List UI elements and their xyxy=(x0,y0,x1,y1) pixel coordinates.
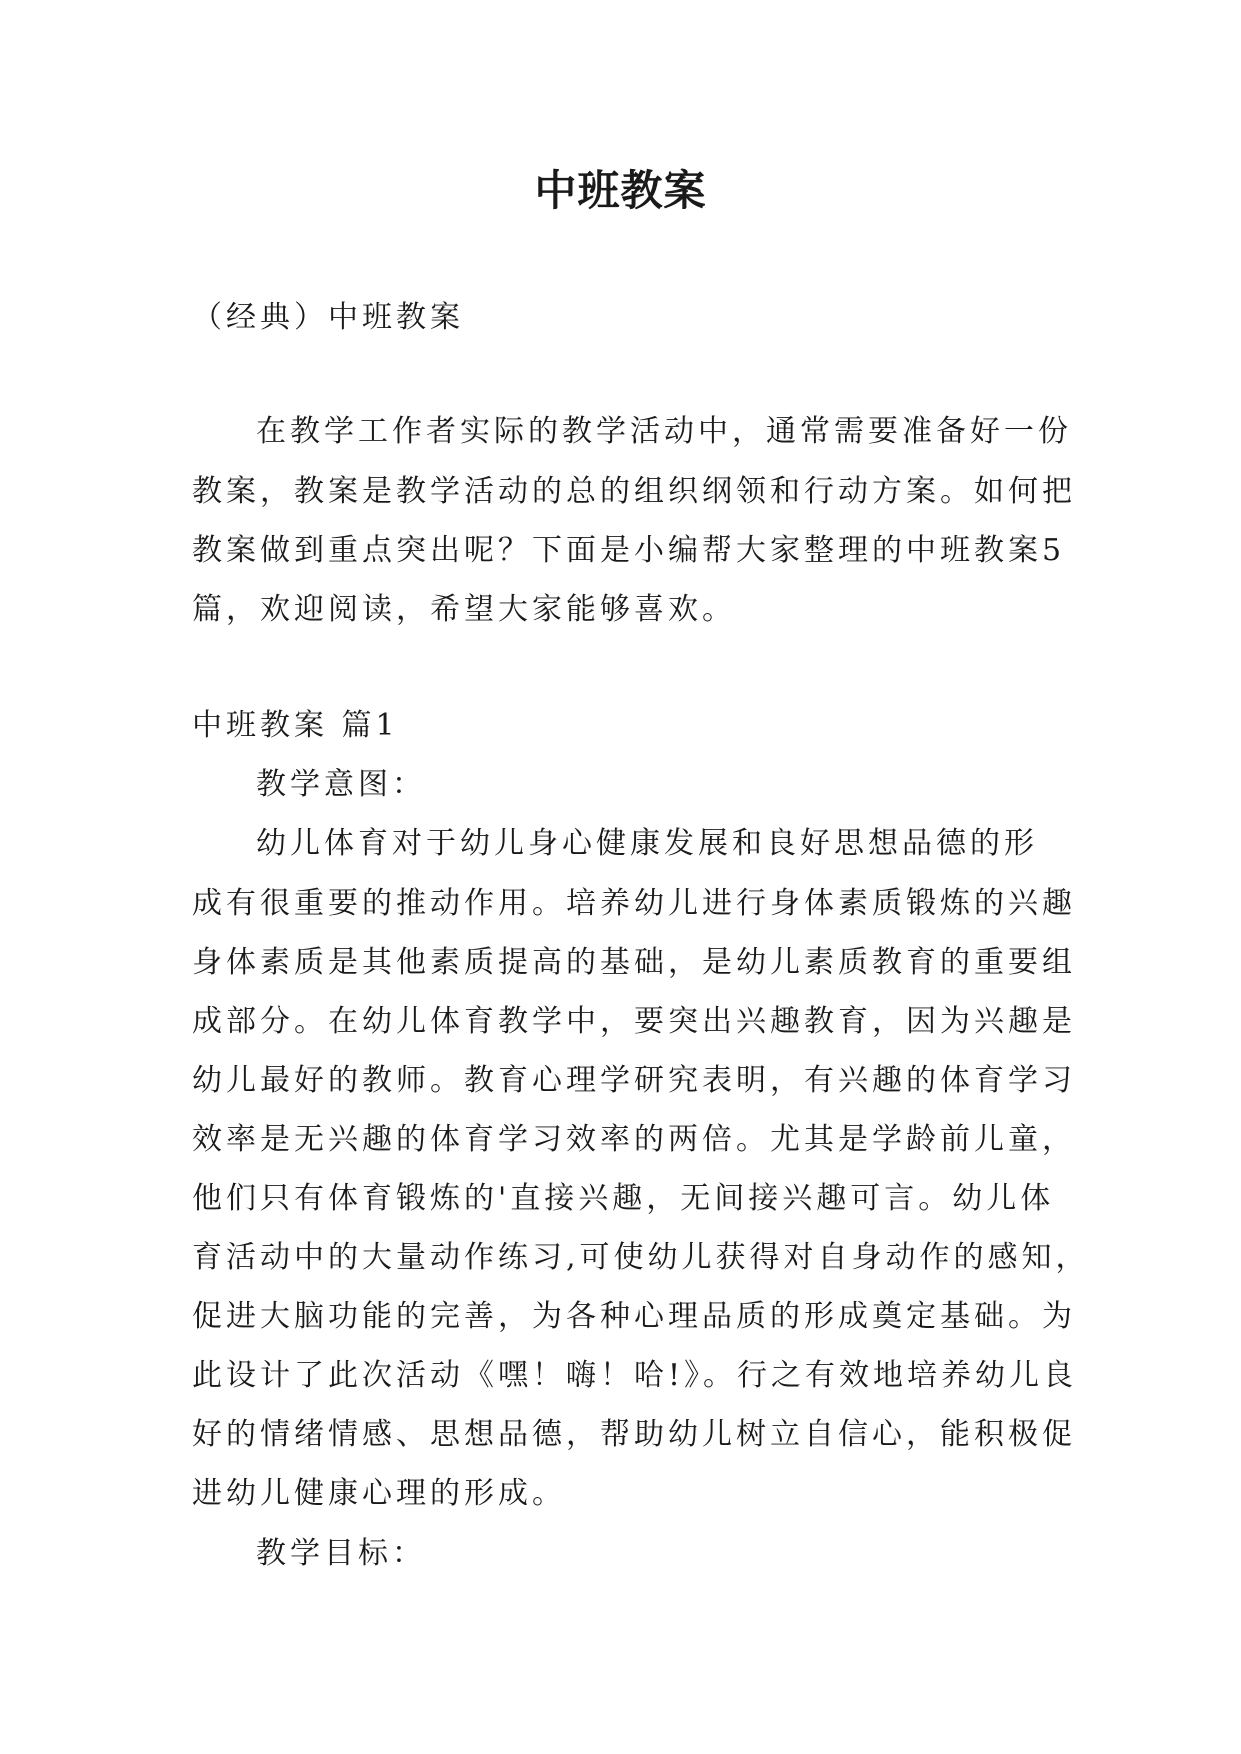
document-subtitle: （经典）中班教案 xyxy=(192,300,464,335)
body-line: 成部分。在幼儿体育教学中，要突出兴趣教育，因为兴趣是 xyxy=(192,1004,1076,1039)
body-line: 进幼儿健康心理的形成。 xyxy=(192,1476,566,1511)
body-line: 育活动中的大量动作练习,可使幼儿获得对自身动作的感知， xyxy=(192,1240,1090,1275)
body-line: 成有很重要的推动作用。培养幼儿进行身体素质锻炼的兴趣 xyxy=(192,886,1076,921)
intro-line: 在教学工作者实际的教学活动中，通常需要准备好一份 xyxy=(256,414,1072,449)
body-line: 身体素质是其他素质提高的基础，是幼儿素质教育的重要组 xyxy=(192,945,1076,980)
goal-label: 教学目标： xyxy=(256,1536,426,1571)
intro-line: 篇，欢迎阅读，希望大家能够喜欢。 xyxy=(192,592,736,627)
intro-line: 教案做到重点突出呢？下面是小编帮大家整理的中班教案5 xyxy=(192,533,1066,568)
body-line: 幼儿最好的教师。教育心理学研究表明，有兴趣的体育学习 xyxy=(192,1063,1076,1098)
body-line: 此设计了此次活动《嘿！嗨！哈!》。行之有效地培养幼儿良 xyxy=(192,1358,1078,1393)
body-line: 好的情绪情感、思想品德，帮助幼儿树立自信心，能积极促 xyxy=(192,1417,1076,1452)
body-line: 幼儿体育对于幼儿身心健康发展和良好思想品德的形 xyxy=(256,826,1038,861)
intro-line: 教案，教案是教学活动的总的组织纲领和行动方案。如何把 xyxy=(192,474,1076,509)
document-title: 中班教案 xyxy=(534,166,707,215)
body-line: 促进大脑功能的完善，为各种心理品质的形成奠定基础。为 xyxy=(192,1299,1076,1334)
body-line: 他们只有体育锻炼的'直接兴趣，无间接兴趣可言。幼儿体 xyxy=(192,1181,1055,1216)
intent-label: 教学意图： xyxy=(256,767,426,802)
section-heading: 中班教案 篇1 xyxy=(192,708,399,743)
body-line: 效率是无兴趣的体育学习效率的两倍。尤其是学龄前儿童， xyxy=(192,1122,1076,1157)
